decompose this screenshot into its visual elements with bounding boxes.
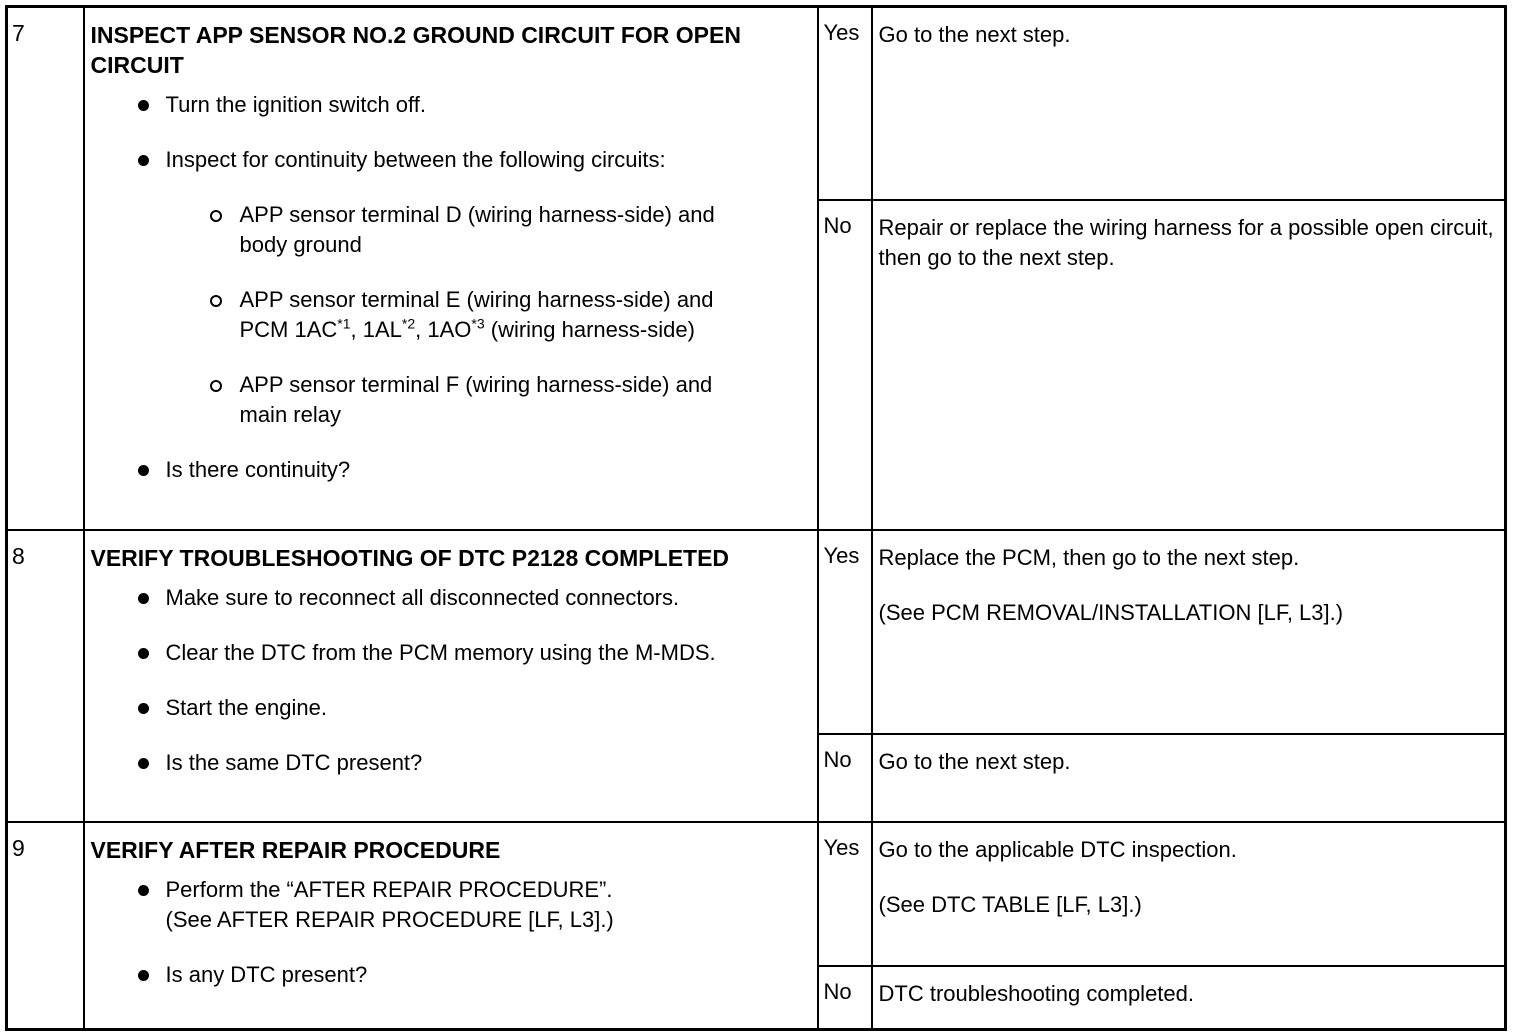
step-inspection bbox=[84, 7, 818, 530]
step-8-row-yes bbox=[7, 530, 1506, 734]
action-yes bbox=[872, 7, 1506, 200]
step-number: 7 bbox=[7, 7, 84, 530]
action-text: Replace the PCM, then go to the next step. bbox=[878, 544, 1300, 570]
step-inspection bbox=[84, 822, 818, 1030]
action-text: Repair or replace the wiring harness for a possible open circuit, then go to the next step. bbox=[878, 214, 1494, 270]
step-title: VERIFY AFTER REPAIR PROCEDURE bbox=[90, 836, 501, 863]
step-number: 8 bbox=[7, 530, 84, 822]
bullet-item: Clear the DTC from the PCM memory using the M-MDS. bbox=[91, 638, 807, 668]
action-no bbox=[872, 200, 1506, 530]
action-text: Go to the next step. bbox=[878, 22, 1071, 47]
answer-no: No bbox=[818, 734, 872, 822]
footnote-mark: *3 bbox=[471, 315, 485, 332]
sub-bullet-text: , 1AL bbox=[350, 317, 402, 342]
bullet-list bbox=[91, 875, 807, 905]
bullet-item: Perform the “AFTER REPAIR PROCEDURE”. bbox=[91, 875, 807, 905]
bullet-item: Is any DTC present? bbox=[91, 960, 807, 990]
sub-bullet-text: , 1AO bbox=[415, 317, 472, 342]
sub-bullet-item: APP sensor terminal D (wiring harness-side) and body ground bbox=[166, 200, 807, 260]
step-title: INSPECT APP SENSOR NO.2 GROUND CIRCUIT FOR OPEN CIRCUIT bbox=[90, 22, 741, 78]
step-inspection bbox=[84, 530, 818, 822]
action-yes bbox=[872, 530, 1506, 734]
action-no bbox=[872, 966, 1506, 1030]
bullet-item: Turn the ignition switch off. bbox=[91, 90, 807, 120]
action-no bbox=[872, 734, 1506, 822]
bullet-item: Make sure to reconnect all disconnected connectors. bbox=[91, 583, 807, 613]
sub-bullet-text: APP sensor terminal E (wiring harness-side) and PCM 1AC bbox=[239, 287, 714, 342]
action-text: DTC troubleshooting completed. bbox=[878, 980, 1194, 1006]
reference-link[interactable]: (See PCM REMOVAL/INSTALLATION [LF, L3].) bbox=[878, 599, 1344, 625]
bullet-item: Is the same DTC present? bbox=[91, 748, 807, 778]
answer-yes: Yes bbox=[818, 7, 872, 200]
sub-bullet-item bbox=[166, 285, 807, 345]
bullet-list bbox=[91, 583, 807, 778]
action-yes bbox=[872, 822, 1506, 966]
sub-bullet-list bbox=[166, 200, 807, 430]
troubleshooting-table bbox=[5, 5, 1507, 1031]
reference-link[interactable]: (See AFTER REPAIR PROCEDURE [LF, L3].) bbox=[165, 906, 614, 932]
answer-yes: Yes bbox=[818, 822, 872, 966]
bullet-item bbox=[91, 145, 807, 430]
footnote-mark: *1 bbox=[337, 315, 351, 332]
sub-bullet-item: APP sensor terminal F (wiring harness-side) and main relay bbox=[166, 370, 807, 430]
action-text: Go to the next step. bbox=[878, 748, 1071, 774]
bullet-list bbox=[91, 90, 807, 485]
step-7-row-yes bbox=[7, 7, 1506, 200]
bullet-item: Is there continuity? bbox=[91, 455, 807, 485]
sub-bullet-text: (wiring harness-side) bbox=[484, 317, 695, 342]
answer-no: No bbox=[818, 966, 872, 1030]
action-text: Go to the applicable DTC inspection. bbox=[878, 836, 1237, 862]
footnote-mark: *2 bbox=[401, 315, 416, 332]
answer-no: No bbox=[818, 200, 872, 530]
step-title: VERIFY TROUBLESHOOTING OF DTC P2128 COMPLETED bbox=[90, 544, 730, 571]
bullet-item: Start the engine. bbox=[91, 693, 807, 723]
step-number: 9 bbox=[7, 822, 84, 1030]
answer-yes: Yes bbox=[818, 530, 872, 734]
bullet-text: Inspect for continuity between the following circuits: bbox=[165, 147, 666, 172]
step-9-row-yes bbox=[7, 822, 1506, 966]
bullet-list bbox=[91, 960, 807, 990]
reference-link[interactable]: (See DTC TABLE [LF, L3].) bbox=[878, 891, 1142, 917]
